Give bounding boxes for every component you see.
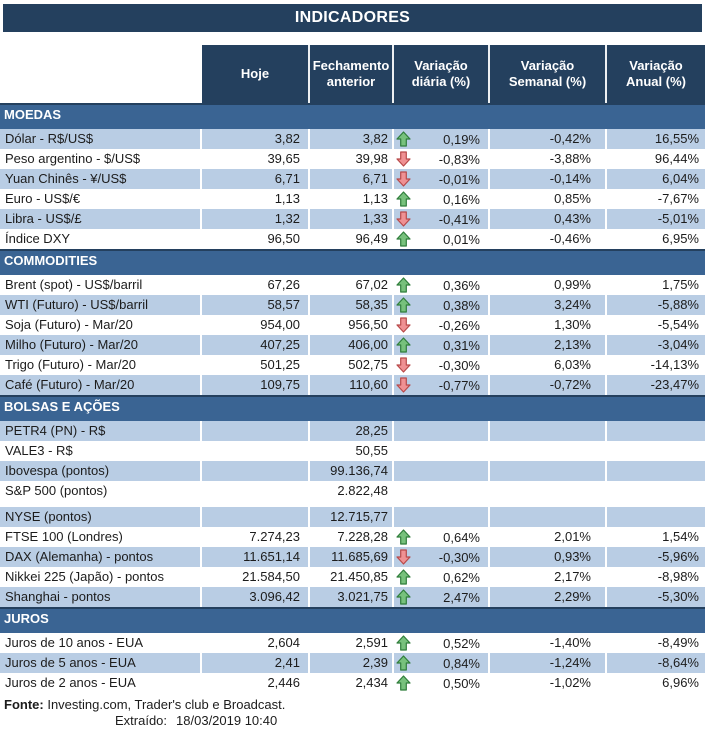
cell-prev-close: 3.021,75 [310,587,394,607]
table-row [0,653,705,673]
cell-today [202,461,310,481]
cell-weekly-change: -0,72% [490,375,607,395]
daily-change-value: 0,62% [443,569,480,585]
cell-today: 501,25 [202,355,310,375]
table-row [0,129,705,149]
cell-today: 2,41 [202,653,310,673]
cell-annual-change: -8,64% [607,653,705,673]
cell-annual-change [607,441,705,461]
cell-annual-change [607,507,705,527]
cell-annual-change: -8,49% [607,633,705,653]
cell-daily-change [394,547,490,567]
cell-daily-change [394,315,490,335]
cell-today: 21.584,50 [202,567,310,587]
up-arrow-icon [396,277,411,293]
down-arrow-icon [396,549,411,565]
cell-daily-change [394,633,490,653]
cell-weekly-change: -1,02% [490,673,607,693]
page-title: INDICADORES [3,4,702,32]
cell-weekly-change: 0,85% [490,189,607,209]
cell-prev-close: 2.822,48 [310,481,394,501]
up-arrow-icon [396,635,411,651]
daily-change-value: 0,19% [443,131,480,147]
up-arrow-icon [396,675,411,691]
cell-today: 2,446 [202,673,310,693]
table-row [0,633,705,653]
cell-weekly-change: 0,93% [490,547,607,567]
cell-weekly-change: -0,46% [490,229,607,249]
cell-weekly-change [490,481,607,501]
cell-weekly-change: -3,88% [490,149,607,169]
section-header-commodities: COMMODITIES [0,249,705,275]
footer-source-text: Investing.com, Trader's club e Broadcast. [43,697,286,712]
cell-today: 11.651,14 [202,547,310,567]
table-row [0,335,705,355]
cell-today: 407,25 [202,335,310,355]
table-row [0,229,705,249]
cell-prev-close: 406,00 [310,335,394,355]
cell-today [202,481,310,501]
down-arrow-icon [396,357,411,373]
cell-daily-change [394,229,490,249]
cell-label: NYSE (pontos) [0,507,202,527]
cell-weekly-change: 2,13% [490,335,607,355]
section-header-moedas: MOEDAS [0,103,705,129]
section-header-bolsas-e-a-es: BOLSAS E AÇÕES [0,395,705,421]
cell-daily-change [394,653,490,673]
cell-prev-close: 2,434 [310,673,394,693]
column-header-variacao-anual: Variação Anual (%) [607,45,705,103]
cell-daily-change [394,149,490,169]
cell-weekly-change: -1,24% [490,653,607,673]
cell-today: 7.274,23 [202,527,310,547]
cell-today: 3.096,42 [202,587,310,607]
cell-weekly-change: -0,42% [490,129,607,149]
cell-label: Libra - US$/£ [0,209,202,229]
footer-extracted [0,713,705,729]
table-row [0,315,705,335]
down-arrow-icon [396,151,411,167]
cell-daily-change [394,209,490,229]
cell-today: 67,26 [202,275,310,295]
down-arrow-icon [396,317,411,333]
column-header-variacao-semanal: Variação Semanal (%) [490,45,607,103]
cell-prev-close: 39,98 [310,149,394,169]
cell-label: Dólar - R$/US$ [0,129,202,149]
cell-annual-change [607,481,705,501]
table-body [0,103,705,693]
cell-today [202,441,310,461]
cell-daily-change [394,189,490,209]
daily-change-value: -0,83% [438,151,480,167]
cell-label: Shanghai - pontos [0,587,202,607]
cell-prev-close: 502,75 [310,355,394,375]
cell-prev-close: 1,13 [310,189,394,209]
table-row [0,481,705,501]
cell-prev-close: 28,25 [310,421,394,441]
cell-daily-change [394,295,490,315]
footer-source [0,697,705,713]
cell-label: S&P 500 (pontos) [0,481,202,501]
cell-weekly-change: 0,99% [490,275,607,295]
down-arrow-icon [396,377,411,393]
cell-label: Ibovespa (pontos) [0,461,202,481]
table-row [0,421,705,441]
cell-prev-close: 2,591 [310,633,394,653]
cell-annual-change: -3,04% [607,335,705,355]
cell-label: Índice DXY [0,229,202,249]
cell-label: PETR4 (PN) - R$ [0,421,202,441]
cell-daily-change [394,567,490,587]
cell-today: 1,32 [202,209,310,229]
daily-change-value: 0,16% [443,191,480,207]
column-header-variacao-diaria: Variação diária (%) [394,45,490,103]
column-header-fechamento: Fechamento anterior [310,45,394,103]
label-column-spacer [0,45,202,103]
cell-annual-change: 6,95% [607,229,705,249]
cell-prev-close: 956,50 [310,315,394,335]
cell-daily-change [394,421,490,441]
section-header-juros: JUROS [0,607,705,633]
cell-today: 58,57 [202,295,310,315]
daily-change-value: 0,38% [443,297,480,313]
cell-weekly-change: -0,14% [490,169,607,189]
cell-annual-change [607,461,705,481]
up-arrow-icon [396,131,411,147]
daily-change-value: 0,01% [443,231,480,247]
table-row [0,673,705,693]
indicators-report [0,4,705,729]
report-footer [0,697,705,729]
cell-annual-change: -5,54% [607,315,705,335]
cell-weekly-change [490,507,607,527]
cell-daily-change [394,527,490,547]
daily-change-value: 2,47% [443,589,480,605]
cell-annual-change: -8,98% [607,567,705,587]
cell-annual-change [607,421,705,441]
daily-change-value: -0,01% [438,171,480,187]
cell-prev-close: 99.136,74 [310,461,394,481]
cell-prev-close: 67,02 [310,275,394,295]
table-row [0,527,705,547]
cell-daily-change [394,587,490,607]
cell-label: Yuan Chinês - ¥/US$ [0,169,202,189]
cell-today: 6,71 [202,169,310,189]
cell-today [202,507,310,527]
cell-label: DAX (Alemanha) - pontos [0,547,202,567]
cell-daily-change [394,441,490,461]
daily-change-value: -0,26% [438,317,480,333]
cell-annual-change: -5,96% [607,547,705,567]
cell-label: Brent (spot) - US$/barril [0,275,202,295]
cell-annual-change: -5,88% [607,295,705,315]
daily-change-value: 0,84% [443,655,480,671]
cell-label: Juros de 2 anos - EUA [0,673,202,693]
cell-annual-change: 1,75% [607,275,705,295]
up-arrow-icon [396,569,411,585]
cell-prev-close: 96,49 [310,229,394,249]
cell-today: 2,604 [202,633,310,653]
down-arrow-icon [396,211,411,227]
cell-daily-change [394,335,490,355]
cell-prev-close: 3,82 [310,129,394,149]
table-row [0,375,705,395]
column-header-hoje: Hoje [202,45,310,103]
table-row [0,355,705,375]
cell-label: Trigo (Futuro) - Mar/20 [0,355,202,375]
table-row [0,547,705,567]
cell-annual-change: -5,30% [607,587,705,607]
cell-label: Milho (Futuro) - Mar/20 [0,335,202,355]
cell-label: Nikkei 225 (Japão) - pontos [0,567,202,587]
table-row [0,209,705,229]
table-row [0,507,705,527]
cell-annual-change: 16,55% [607,129,705,149]
up-arrow-icon [396,529,411,545]
cell-today: 954,00 [202,315,310,335]
up-arrow-icon [396,655,411,671]
cell-label: Juros de 5 anos - EUA [0,653,202,673]
footer-source-label: Fonte: [4,697,44,712]
cell-annual-change: 6,04% [607,169,705,189]
down-arrow-icon [396,171,411,187]
cell-weekly-change: 2,29% [490,587,607,607]
cell-annual-change: 1,54% [607,527,705,547]
cell-prev-close: 2,39 [310,653,394,673]
cell-label: Café (Futuro) - Mar/20 [0,375,202,395]
up-arrow-icon [396,231,411,247]
cell-weekly-change: 2,01% [490,527,607,547]
cell-daily-change [394,461,490,481]
cell-today: 1,13 [202,189,310,209]
cell-annual-change: -14,13% [607,355,705,375]
up-arrow-icon [396,191,411,207]
cell-today: 109,75 [202,375,310,395]
cell-daily-change [394,129,490,149]
cell-weekly-change: 1,30% [490,315,607,335]
cell-annual-change: 6,96% [607,673,705,693]
cell-annual-change: 96,44% [607,149,705,169]
table-row [0,441,705,461]
cell-today: 39,65 [202,149,310,169]
cell-prev-close: 58,35 [310,295,394,315]
cell-today: 3,82 [202,129,310,149]
cell-label: Soja (Futuro) - Mar/20 [0,315,202,335]
cell-today [202,421,310,441]
cell-prev-close: 12.715,77 [310,507,394,527]
table-row [0,169,705,189]
footer-extracted-value: 18/03/2019 10:40 [176,713,278,728]
cell-label: Euro - US$/€ [0,189,202,209]
cell-prev-close: 21.450,85 [310,567,394,587]
cell-annual-change: -5,01% [607,209,705,229]
cell-daily-change [394,375,490,395]
cell-prev-close: 6,71 [310,169,394,189]
cell-weekly-change: 0,43% [490,209,607,229]
daily-change-value: -0,41% [438,211,480,227]
table-row [0,275,705,295]
cell-prev-close: 11.685,69 [310,547,394,567]
table-row [0,295,705,315]
up-arrow-icon [396,337,411,353]
cell-label: Juros de 10 anos - EUA [0,633,202,653]
cell-daily-change [394,275,490,295]
up-arrow-icon [396,589,411,605]
cell-weekly-change: 6,03% [490,355,607,375]
daily-change-value: 0,36% [443,277,480,293]
cell-annual-change: -7,67% [607,189,705,209]
daily-change-value: 0,31% [443,337,480,353]
cell-weekly-change: 3,24% [490,295,607,315]
daily-change-value: 0,64% [443,529,480,545]
cell-prev-close: 7.228,28 [310,527,394,547]
cell-label: VALE3 - R$ [0,441,202,461]
cell-prev-close: 1,33 [310,209,394,229]
up-arrow-icon [396,297,411,313]
daily-change-value: -0,30% [438,357,480,373]
cell-label: FTSE 100 (Londres) [0,527,202,547]
cell-weekly-change: 2,17% [490,567,607,587]
daily-change-value: -0,30% [438,549,480,565]
cell-label: Peso argentino - $/US$ [0,149,202,169]
column-header-row [0,45,705,103]
cell-daily-change [394,507,490,527]
daily-change-value: 0,52% [443,635,480,651]
cell-daily-change [394,355,490,375]
table-row [0,189,705,209]
cell-daily-change [394,673,490,693]
table-row [0,587,705,607]
cell-weekly-change [490,461,607,481]
cell-daily-change [394,481,490,501]
cell-weekly-change: -1,40% [490,633,607,653]
cell-today: 96,50 [202,229,310,249]
cell-weekly-change [490,441,607,461]
cell-prev-close: 50,55 [310,441,394,461]
cell-daily-change [394,169,490,189]
cell-prev-close: 110,60 [310,375,394,395]
cell-weekly-change [490,421,607,441]
table-row [0,149,705,169]
footer-extracted-label: Extraído: [115,713,168,728]
daily-change-value: -0,77% [438,377,480,393]
cell-annual-change: -23,47% [607,375,705,395]
daily-change-value: 0,50% [443,675,480,691]
table-row [0,461,705,481]
cell-label: WTI (Futuro) - US$/barril [0,295,202,315]
table-row [0,567,705,587]
